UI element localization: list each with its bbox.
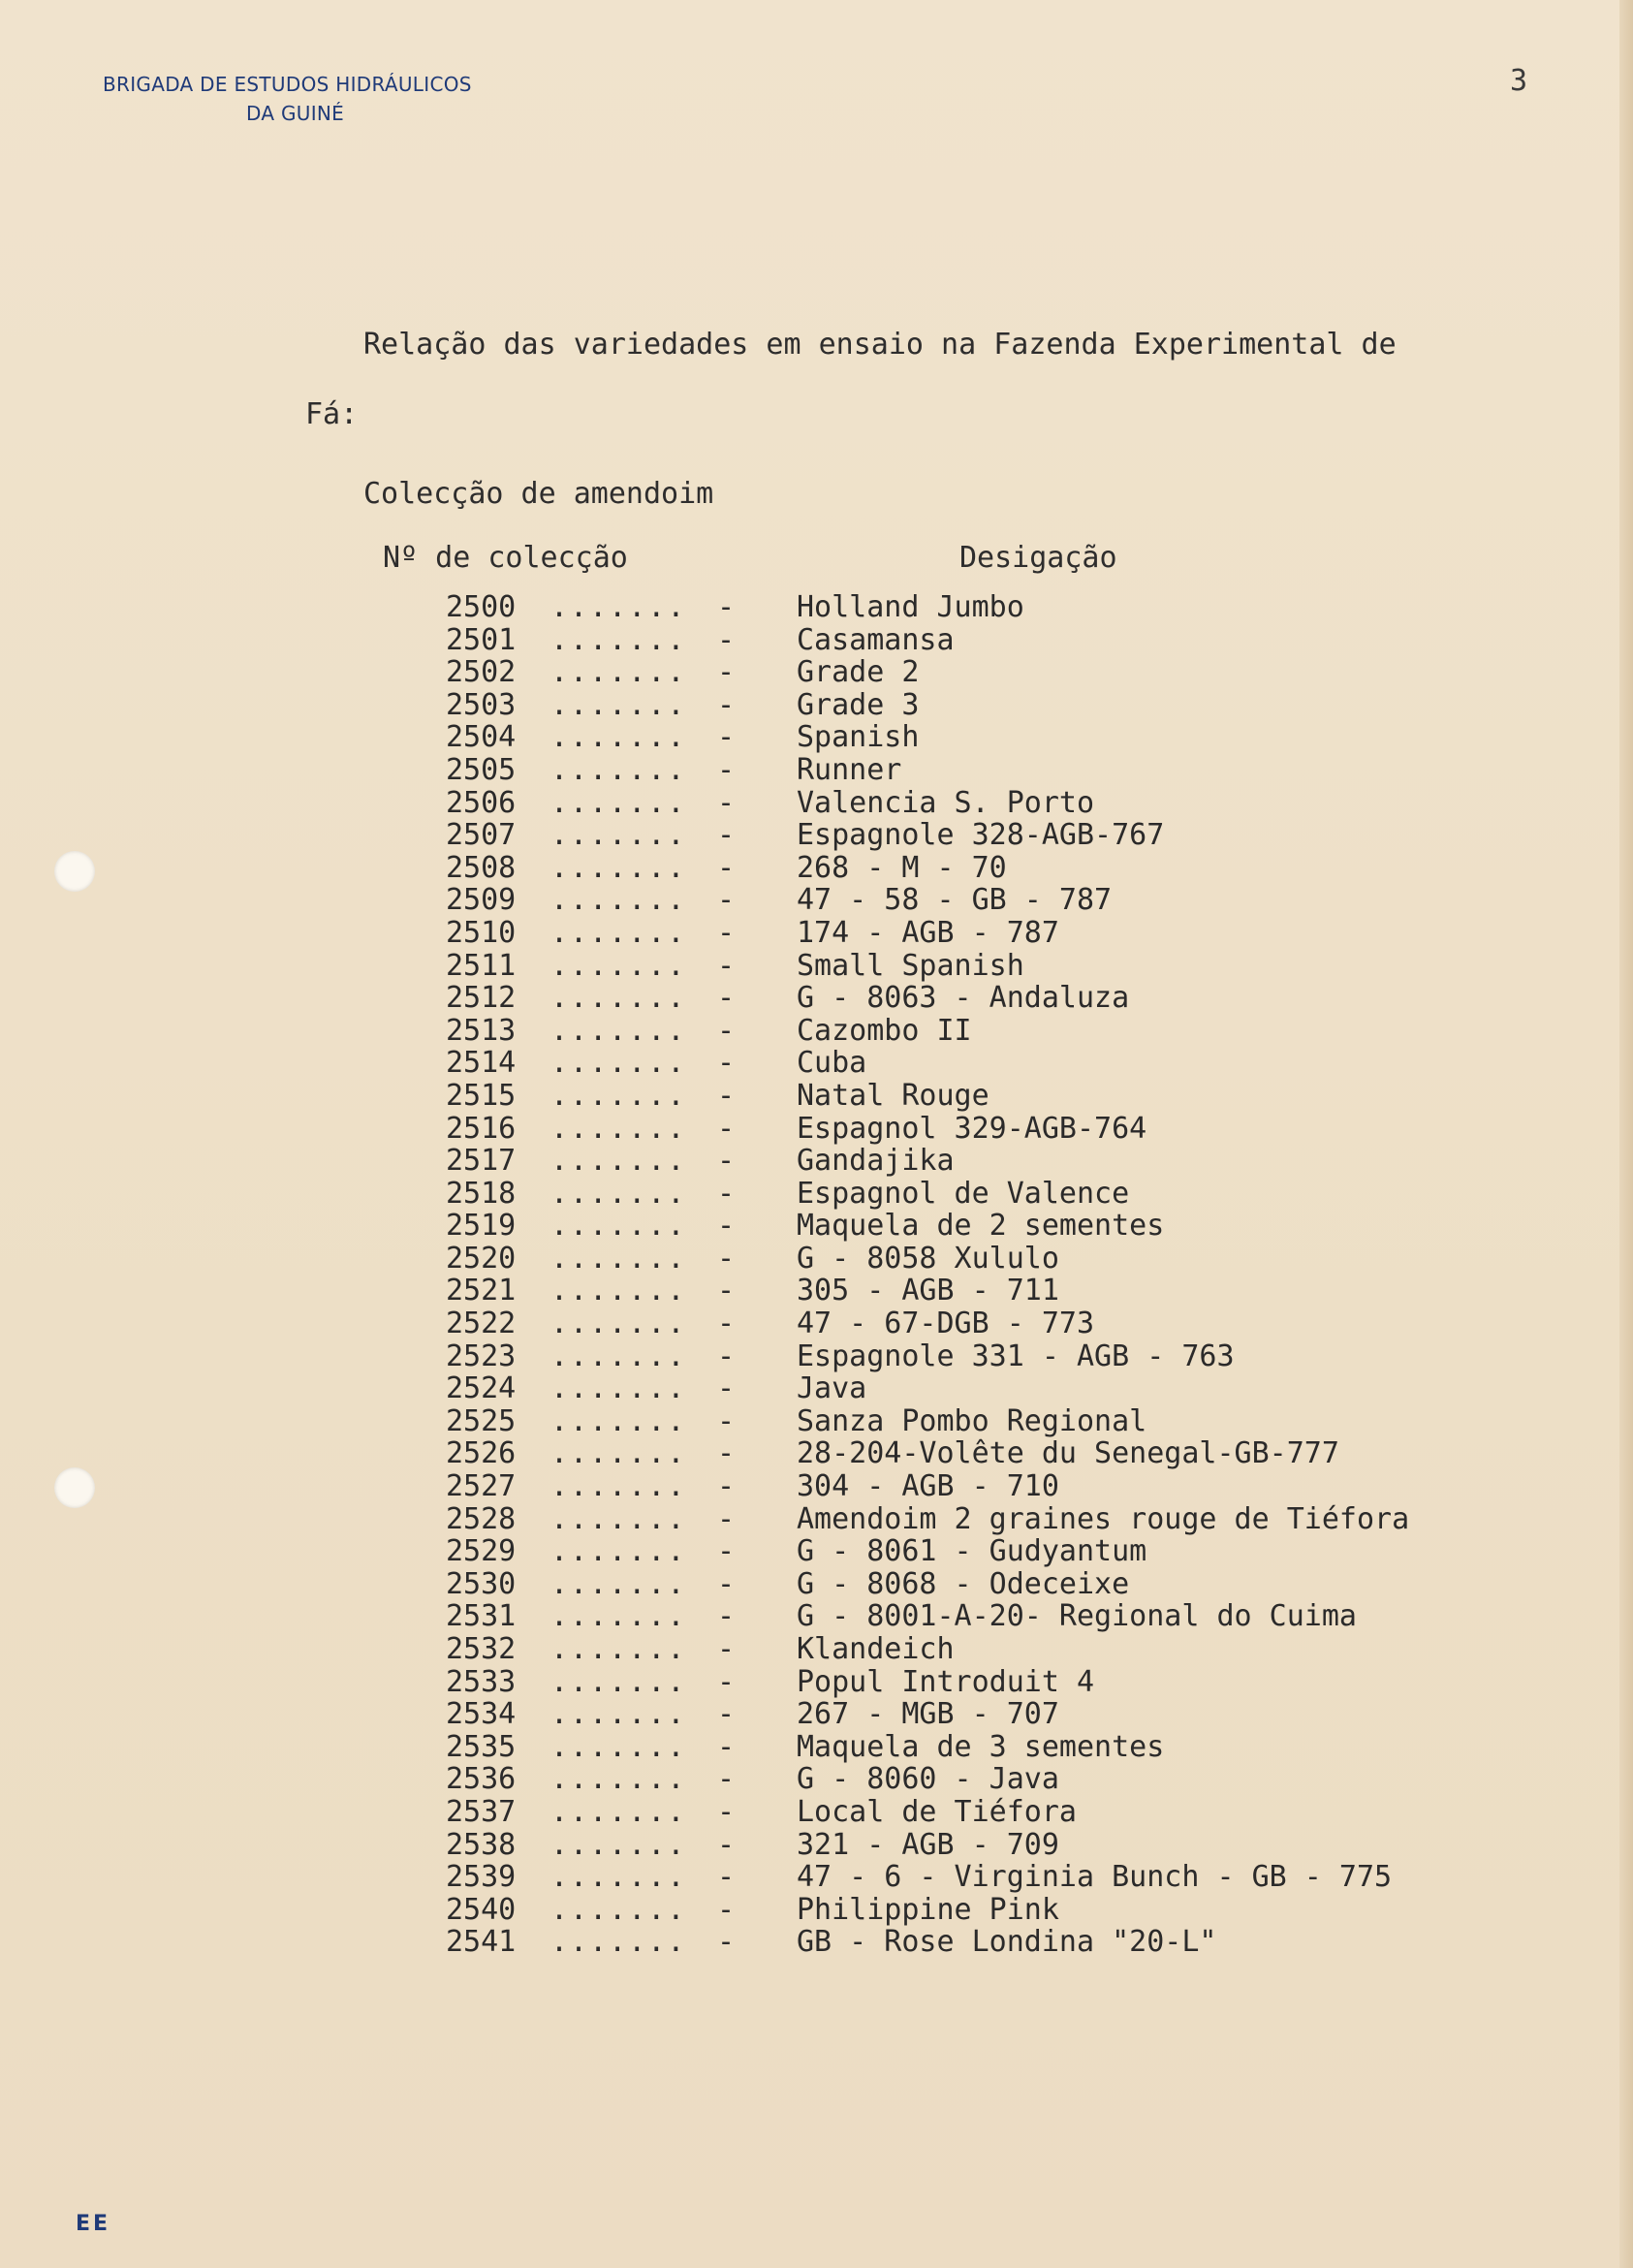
designation: Natal Rouge: [797, 1078, 989, 1113]
separator-dash: -: [717, 785, 736, 820]
leader-dots: .......: [550, 1566, 687, 1601]
collection-number: 2506: [446, 785, 517, 820]
separator-dash: -: [717, 1860, 736, 1895]
table-row: [446, 1047, 1409, 1080]
table-row: [446, 1243, 1409, 1276]
designation: Spanish: [797, 720, 920, 755]
table-row: [446, 1405, 1409, 1438]
leader-dots: .......: [550, 948, 687, 983]
collection-number: 2509: [446, 883, 517, 918]
table-row: [446, 1275, 1409, 1307]
collection-number: 2502: [446, 655, 517, 690]
designation: Local de Tiéfora: [797, 1794, 1077, 1829]
collection-number: 2532: [446, 1632, 517, 1666]
designation: Espagnole 331 - AGB - 763: [797, 1339, 1235, 1373]
collection-number: 2511: [446, 948, 517, 983]
table-row: [446, 1861, 1409, 1894]
leader-dots: .......: [550, 1827, 687, 1862]
table-row: [446, 1535, 1409, 1568]
table-row: [446, 1470, 1409, 1503]
designation: 305 - AGB - 711: [797, 1274, 1059, 1308]
leader-dots: .......: [550, 1241, 687, 1276]
table-row: [446, 1698, 1409, 1731]
table-row: [446, 1437, 1409, 1470]
collection-number: 2529: [446, 1534, 517, 1569]
leader-dots: .......: [550, 1501, 687, 1536]
leader-dots: .......: [550, 1599, 687, 1634]
collection-number: 2535: [446, 1729, 517, 1764]
separator-dash: -: [717, 981, 736, 1016]
designation: G - 8063 - Andaluza: [797, 981, 1130, 1016]
separator-dash: -: [717, 1762, 736, 1797]
designation: 321 - AGB - 709: [797, 1827, 1059, 1862]
separator-dash: -: [717, 720, 736, 755]
collection-number: 2520: [446, 1241, 517, 1276]
collection-number: 2518: [446, 1176, 517, 1211]
header-designation: Desigação: [959, 541, 1117, 575]
letterhead: [103, 70, 472, 128]
separator-dash: -: [717, 1794, 736, 1829]
designation: 47 - 67-DGB - 773: [797, 1307, 1095, 1341]
collection-number: 2536: [446, 1762, 517, 1797]
leader-dots: .......: [550, 1176, 687, 1211]
designation: G - 8068 - Odeceixe: [797, 1566, 1130, 1601]
leader-dots: .......: [550, 785, 687, 820]
table-row: [446, 591, 1409, 624]
table-row: [446, 721, 1409, 754]
designation: Casamansa: [797, 622, 955, 657]
leader-dots: .......: [550, 818, 687, 853]
table-row: [446, 1113, 1409, 1146]
designation: 47 - 6 - Virginia Bunch - GB - 775: [797, 1860, 1393, 1895]
separator-dash: -: [717, 1241, 736, 1276]
separator-dash: -: [717, 1046, 736, 1081]
collection-number: 2516: [446, 1111, 517, 1146]
designation: 304 - AGB - 710: [797, 1469, 1059, 1504]
collection-number: 2534: [446, 1697, 517, 1732]
designation: Klandeich: [797, 1632, 955, 1666]
separator-dash: -: [717, 1111, 736, 1146]
designation: Popul Introduit 4: [797, 1664, 1095, 1699]
leader-dots: .......: [550, 590, 687, 624]
collection-number: 2523: [446, 1339, 517, 1373]
leader-dots: .......: [550, 1371, 687, 1406]
collection-number: 2504: [446, 720, 517, 755]
table-row: [446, 1796, 1409, 1829]
table-row: [446, 819, 1409, 852]
intro-line-1: Relação das variedades em ensaio na Fazenda Experimental de: [363, 328, 1397, 362]
collection-number: 2512: [446, 981, 517, 1016]
designation: Gandajika: [797, 1144, 955, 1179]
table-row: [446, 1080, 1409, 1113]
leader-dots: .......: [550, 752, 687, 787]
collection-number: 2531: [446, 1599, 517, 1634]
collection-number: 2500: [446, 590, 517, 624]
separator-dash: -: [717, 1403, 736, 1438]
punch-hole-bottom: [54, 1467, 95, 1508]
collection-title: Colecção de amendoim: [363, 477, 714, 511]
designation: Sanza Pombo Regional: [797, 1403, 1147, 1438]
table-row: [446, 1894, 1409, 1927]
leader-dots: .......: [550, 622, 687, 657]
table-row: [446, 1600, 1409, 1633]
collection-number: 2510: [446, 915, 517, 950]
designation: G - 8058 Xululo: [797, 1241, 1059, 1276]
table-row: [446, 754, 1409, 787]
leader-dots: .......: [550, 1144, 687, 1179]
table-row: [446, 656, 1409, 689]
separator-dash: -: [717, 850, 736, 885]
collection-number: 2541: [446, 1925, 517, 1960]
separator-dash: -: [717, 1176, 736, 1211]
leader-dots: .......: [550, 1046, 687, 1081]
separator-dash: -: [717, 1566, 736, 1601]
table-row: [446, 1015, 1409, 1048]
leader-dots: .......: [550, 1436, 687, 1471]
separator-dash: -: [717, 1209, 736, 1244]
designation: 28-204-Volête du Senegal-GB-777: [797, 1436, 1339, 1471]
separator-dash: -: [717, 590, 736, 624]
designation: Espagnole 328-AGB-767: [797, 818, 1165, 853]
table-row: [446, 1178, 1409, 1211]
leader-dots: .......: [550, 1339, 687, 1373]
designation: Amendoim 2 graines rouge de Tiéfora: [797, 1501, 1410, 1536]
collection-number: 2522: [446, 1307, 517, 1341]
designation: 47 - 58 - GB - 787: [797, 883, 1113, 918]
leader-dots: .......: [550, 1860, 687, 1895]
separator-dash: -: [717, 1729, 736, 1764]
designation: Grade 2: [797, 655, 920, 690]
leader-dots: .......: [550, 687, 687, 722]
designation: Cuba: [797, 1046, 867, 1081]
page-edge: [1619, 0, 1633, 2268]
separator-dash: -: [717, 1892, 736, 1927]
designation: Philippine Pink: [797, 1892, 1059, 1927]
table-row: [446, 1503, 1409, 1536]
table-row: [446, 917, 1409, 950]
leader-dots: .......: [550, 915, 687, 950]
table-row: [446, 1210, 1409, 1243]
separator-dash: -: [717, 1469, 736, 1504]
collection-number: 2533: [446, 1664, 517, 1699]
table-row: [446, 1307, 1409, 1340]
designation: 268 - M - 70: [797, 850, 1007, 885]
separator-dash: -: [717, 1371, 736, 1406]
table-row: [446, 1145, 1409, 1178]
separator-dash: -: [717, 1599, 736, 1634]
separator-dash: -: [717, 818, 736, 853]
collection-number: 2501: [446, 622, 517, 657]
leader-dots: .......: [550, 1729, 687, 1764]
table-row: [446, 1633, 1409, 1666]
collection-number: 2514: [446, 1046, 517, 1081]
collection-number: 2515: [446, 1078, 517, 1113]
leader-dots: .......: [550, 1078, 687, 1113]
leader-dots: .......: [550, 1307, 687, 1341]
separator-dash: -: [717, 655, 736, 690]
table-row: [446, 982, 1409, 1015]
collection-number: 2539: [446, 1860, 517, 1895]
separator-dash: -: [717, 1925, 736, 1960]
designation: Maquela de 2 sementes: [797, 1209, 1165, 1244]
collection-number: 2527: [446, 1469, 517, 1504]
collection-number: 2519: [446, 1209, 517, 1244]
separator-dash: -: [717, 1339, 736, 1373]
table-row: [446, 950, 1409, 983]
collection-number: 2540: [446, 1892, 517, 1927]
designation: Runner: [797, 752, 902, 787]
designation: Grade 3: [797, 687, 920, 722]
leader-dots: .......: [550, 655, 687, 690]
page-number: 3: [1510, 64, 1528, 98]
separator-dash: -: [717, 1664, 736, 1699]
separator-dash: -: [717, 915, 736, 950]
table-row: [446, 1372, 1409, 1405]
letterhead-line-2: DA GUINÉ: [246, 102, 345, 125]
collection-number: 2528: [446, 1501, 517, 1536]
collection-number: 2507: [446, 818, 517, 853]
table-row: [446, 689, 1409, 722]
table-row: [446, 1829, 1409, 1862]
separator-dash: -: [717, 1013, 736, 1048]
leader-dots: .......: [550, 1664, 687, 1699]
designation: Espagnol de Valence: [797, 1176, 1130, 1211]
variety-table: [446, 591, 1409, 1959]
footer-mark: EE: [76, 2212, 111, 2236]
collection-number: 2505: [446, 752, 517, 787]
designation: G - 8060 - Java: [797, 1762, 1059, 1797]
table-row: [446, 1731, 1409, 1764]
leader-dots: .......: [550, 1632, 687, 1666]
separator-dash: -: [717, 1827, 736, 1862]
leader-dots: .......: [550, 883, 687, 918]
separator-dash: -: [717, 883, 736, 918]
designation: G - 8001-A-20- Regional do Cuima: [797, 1599, 1357, 1634]
leader-dots: .......: [550, 1111, 687, 1146]
leader-dots: .......: [550, 981, 687, 1016]
leader-dots: .......: [550, 1403, 687, 1438]
designation: Small Spanish: [797, 948, 1024, 983]
collection-number: 2513: [446, 1013, 517, 1048]
table-row: [446, 884, 1409, 917]
separator-dash: -: [717, 1307, 736, 1341]
punch-hole-top: [54, 851, 95, 892]
separator-dash: -: [717, 1078, 736, 1113]
separator-dash: -: [717, 1436, 736, 1471]
leader-dots: .......: [550, 1274, 687, 1308]
letterhead-line-1: BRIGADA DE ESTUDOS HIDRÁULICOS: [103, 73, 472, 96]
designation: Valencia S. Porto: [797, 785, 1095, 820]
table-row: [446, 1763, 1409, 1796]
table-row: [446, 1926, 1409, 1959]
separator-dash: -: [717, 1697, 736, 1732]
designation: 267 - MGB - 707: [797, 1697, 1059, 1732]
leader-dots: .......: [550, 850, 687, 885]
separator-dash: -: [717, 1501, 736, 1536]
designation: GB - Rose Londina "20-L": [797, 1925, 1217, 1960]
separator-dash: -: [717, 1534, 736, 1569]
collection-number: 2525: [446, 1403, 517, 1438]
collection-number: 2521: [446, 1274, 517, 1308]
designation: 174 - AGB - 787: [797, 915, 1059, 950]
separator-dash: -: [717, 1632, 736, 1666]
separator-dash: -: [717, 1274, 736, 1308]
leader-dots: .......: [550, 1892, 687, 1927]
separator-dash: -: [717, 622, 736, 657]
collection-number: 2524: [446, 1371, 517, 1406]
leader-dots: .......: [550, 1469, 687, 1504]
designation: Java: [797, 1371, 867, 1406]
collection-number: 2530: [446, 1566, 517, 1601]
leader-dots: .......: [550, 1697, 687, 1732]
leader-dots: .......: [550, 1013, 687, 1048]
separator-dash: -: [717, 1144, 736, 1179]
separator-dash: -: [717, 752, 736, 787]
collection-number: 2508: [446, 850, 517, 885]
separator-dash: -: [717, 687, 736, 722]
collection-number: 2526: [446, 1436, 517, 1471]
leader-dots: .......: [550, 1794, 687, 1829]
designation: G - 8061 - Gudyantum: [797, 1534, 1147, 1569]
table-row: [446, 1568, 1409, 1601]
table-row: [446, 787, 1409, 820]
intro-line-2: Fá:: [305, 397, 359, 431]
collection-number: 2503: [446, 687, 517, 722]
table-row: [446, 852, 1409, 885]
designation: Cazombo II: [797, 1013, 972, 1048]
designation: Maquela de 3 sementes: [797, 1729, 1165, 1764]
collection-number: 2517: [446, 1144, 517, 1179]
leader-dots: .......: [550, 1925, 687, 1960]
table-row: [446, 624, 1409, 657]
leader-dots: .......: [550, 1534, 687, 1569]
designation: Holland Jumbo: [797, 590, 1024, 624]
leader-dots: .......: [550, 720, 687, 755]
leader-dots: .......: [550, 1762, 687, 1797]
collection-number: 2537: [446, 1794, 517, 1829]
table-row: [446, 1666, 1409, 1699]
collection-number: 2538: [446, 1827, 517, 1862]
designation: Espagnol 329-AGB-764: [797, 1111, 1147, 1146]
header-collection-number: Nº de colecção: [383, 541, 628, 575]
separator-dash: -: [717, 948, 736, 983]
leader-dots: .......: [550, 1209, 687, 1244]
table-row: [446, 1340, 1409, 1373]
